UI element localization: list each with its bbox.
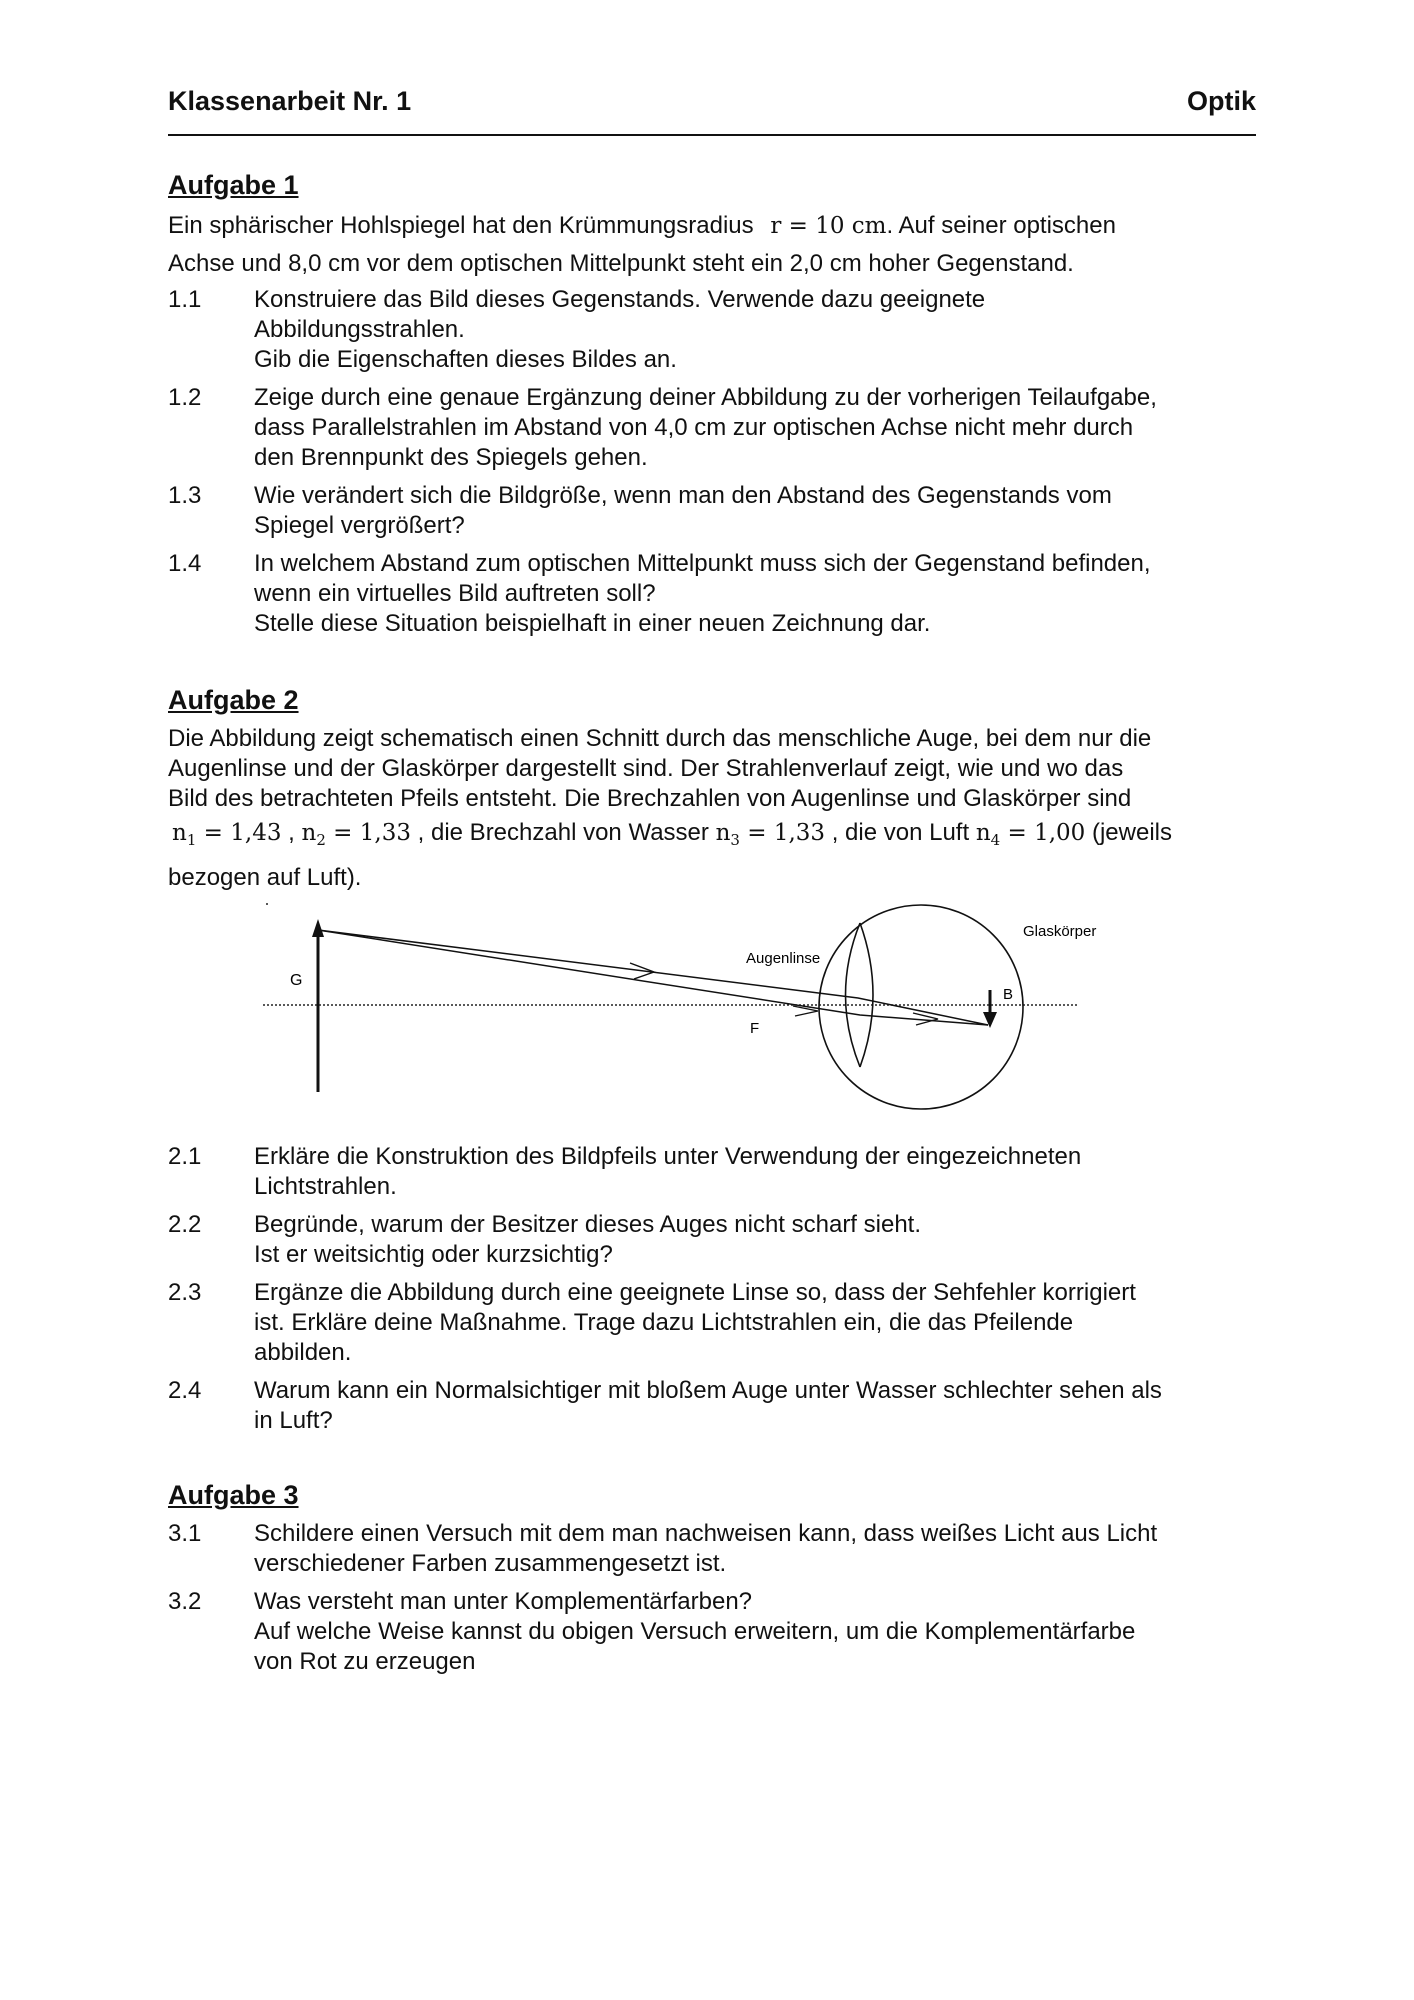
label-b: B (1003, 986, 1014, 1003)
n3-subscript: 3 (730, 831, 740, 849)
task-line: Gib die Eigenschaften dieses Bildes an. (254, 346, 677, 373)
task-number: 3.1 (168, 1520, 202, 1547)
page-header (168, 86, 1256, 136)
intro-line: Augenlinse und der Glaskörper dargestellt sind. Der Strahlenverlauf zeigt, wie und wo das (168, 755, 1124, 782)
task-text (254, 1587, 1256, 1677)
task-number: 2.1 (168, 1143, 202, 1170)
task-line: wenn ein virtuelles Bild auftreten soll? (254, 580, 656, 607)
task-number: 1.1 (168, 286, 202, 313)
n1-subscript: 1 (186, 831, 197, 849)
aufgabe-1-intro-line-2: Achse und 8,0 cm vor dem optischen Mittelpunkt steht ein 2,0 cm hoher Gegenstand. (168, 250, 1074, 277)
task-number: 2.3 (168, 1279, 202, 1306)
task-number: 3.2 (168, 1588, 202, 1615)
task-line: den Brennpunkt des Spiegels gehen. (254, 444, 648, 471)
task-line: verschiedener Farben zusammengesetzt ist. (254, 1550, 727, 1577)
task-line: Zeige durch eine genaue Ergänzung deiner Abbildung zu der vorherigen Teilaufgabe, (254, 384, 1157, 411)
task-line: Konstruiere das Bild dieses Gegenstands. Verwende dazu geeignete (254, 286, 986, 313)
separator: , (281, 819, 302, 846)
refractive-indices-line (168, 814, 1256, 897)
ray-lower (318, 930, 988, 1025)
n2-subscript: 2 (316, 831, 326, 849)
n4-subscript: 4 (990, 831, 1001, 849)
task-line: ist. Erkläre deine Maßnahme. Trage dazu Lichtstrahlen ein, die das Pfeilende (254, 1309, 1074, 1336)
task-text (254, 1210, 1256, 1270)
n4-symbol: n (975, 820, 991, 846)
task-line: Spiegel vergrößert? (254, 512, 465, 539)
intro-line: Bild des betrachteten Pfeils entsteht. Die Brechzahlen von Augenlinse und Glaskörper sind (168, 785, 1132, 812)
task-line: Wie verändert sich die Bildgröße, wenn man den Abstand des Gegenstands vom (254, 482, 1112, 509)
task-text (254, 1142, 1256, 1202)
image-arrow-head (983, 1012, 997, 1028)
aufgabe-1-intro (168, 207, 1256, 283)
section-title-aufgabe-2: Aufgabe 2 (168, 685, 299, 715)
task-line: Schildere einen Versuch mit dem man nachweisen kann, dass weißes Licht aus Licht (254, 1520, 1158, 1547)
n4-formula (975, 820, 1086, 849)
lens-right-surface (860, 923, 873, 1067)
intro-line: Die Abbildung zeigt schematisch einen Schnitt durch das menschliche Auge, bei dem nur die (168, 725, 1152, 752)
glaskoerper-circle (819, 905, 1023, 1109)
aufgabe-2-intro (168, 724, 1256, 814)
task-line: Ist er weitsichtig oder kurzsichtig? (254, 1241, 613, 1268)
task-line: Auf welche Weise kannst du obigen Versuch erweitern, um die Komplementärfarbe (254, 1618, 1136, 1645)
task-line: Warum kann ein Normalsichtiger mit bloßem Auge unter Wasser schlechter sehen als (254, 1377, 1162, 1404)
n2-symbol: n (301, 820, 317, 846)
task-number: 1.3 (168, 482, 202, 509)
task-line: In welchem Abstand zum optischen Mittelpunkt muss sich der Gegenstand befinden, (254, 550, 1151, 577)
task-number: 1.4 (168, 550, 202, 577)
aufgabe-1-intro-text-end: . Auf seiner optischen (886, 212, 1116, 239)
n1-value: = 1,43 (196, 820, 282, 846)
label-f: F (750, 1020, 760, 1037)
task-line: Begründe, warum der Besitzer dieses Auges nicht scharf sieht. (254, 1211, 922, 1238)
n4-value: = 1,00 (1000, 820, 1086, 846)
eye-diagram (168, 895, 1256, 1125)
section-title-aufgabe-1: Aufgabe 1 (168, 170, 299, 200)
task-line: Lichtstrahlen. (254, 1173, 397, 1200)
task-number: 2.4 (168, 1377, 202, 1404)
stray-dot (266, 903, 268, 905)
air-text: , die von Luft (825, 819, 976, 846)
task-number: 1.2 (168, 384, 202, 411)
task-text (254, 1376, 1256, 1436)
lens-left-surface (846, 923, 861, 1067)
label-glaskoerper: Glaskörper (1023, 923, 1097, 940)
task-line: Abbildungsstrahlen. (254, 316, 465, 343)
task-text (254, 285, 1256, 375)
task-line: Ergänze die Abbildung durch eine geeignete Linse so, dass der Sehfehler korrigiert (254, 1279, 1136, 1306)
task-number: 2.2 (168, 1211, 202, 1238)
task-text (254, 1278, 1256, 1368)
task-line: Stelle diese Situation beispielhaft in einer neuen Zeichnung dar. (254, 610, 931, 637)
section-title-aufgabe-3: Aufgabe 3 (168, 1480, 299, 1510)
n2-value: = 1,33 (325, 820, 411, 846)
task-line: Was versteht man unter Komplementärfarben? (254, 1588, 753, 1615)
n3-formula (715, 820, 826, 849)
task-text (254, 383, 1256, 473)
n3-symbol: n (715, 820, 731, 846)
header-title: Klassenarbeit Nr. 1 (168, 86, 412, 116)
radius-formula: r = 10 cm (770, 213, 887, 239)
task-text (254, 481, 1256, 541)
jeweils-text: (jeweils (1085, 819, 1172, 846)
water-text: , die Brechzahl von Wasser (410, 819, 716, 846)
object-arrow-head (312, 919, 324, 937)
n1-formula (172, 820, 282, 849)
task-line: dass Parallelstrahlen im Abstand von 4,0 cm zur optischen Achse nicht mehr durch (254, 414, 1134, 441)
ray-upper (318, 930, 988, 1025)
label-g: G (290, 972, 303, 989)
task-line: in Luft? (254, 1407, 333, 1434)
n2-formula (301, 820, 411, 849)
task-line: Erkläre die Konstruktion des Bildpfeils unter Verwendung der eingezeichneten (254, 1143, 1082, 1170)
task-line: von Rot zu erzeugen (254, 1648, 476, 1675)
header-subject: Optik (1186, 86, 1256, 116)
label-augenlinse: Augenlinse (746, 950, 821, 967)
n3-value: = 1,33 (739, 820, 826, 846)
n1-symbol: n (172, 820, 187, 846)
task-line: abbilden. (254, 1339, 352, 1366)
aufgabe-1-intro-text: Ein sphärischer Hohlspiegel hat den Krümmungsradius (168, 212, 754, 239)
task-text (254, 549, 1256, 639)
intro-line: bezogen auf Luft). (168, 864, 362, 891)
task-text (254, 1519, 1256, 1579)
